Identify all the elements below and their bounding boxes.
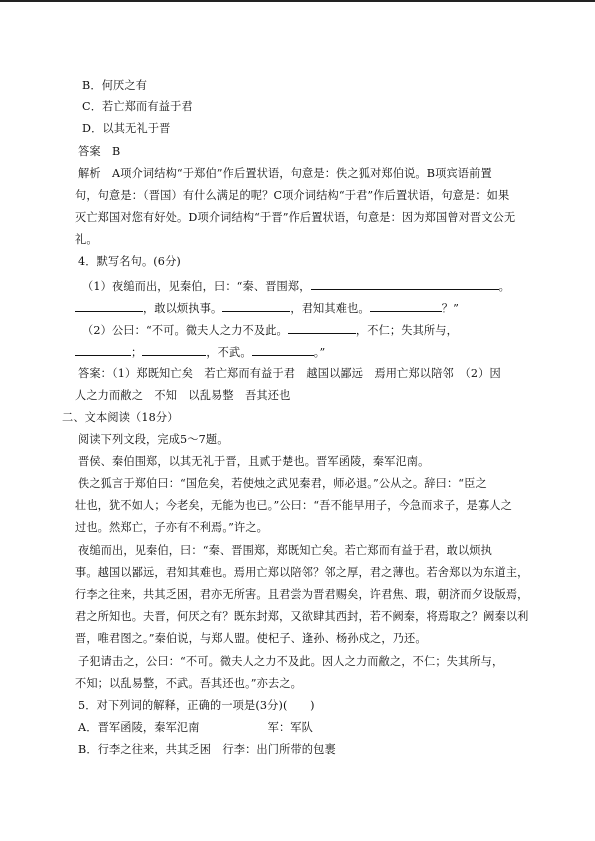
- blank-underline: [222, 300, 290, 312]
- passage-p3-line-1: 夜缒而出，见秦伯，曰：“秦、晋围郑，郑既知亡矣。若亡郑而有益于君，敢以烦执: [78, 544, 493, 557]
- answer-4-line-2: 人之力而敝之 不知 以乱易整 吾其还也: [75, 389, 291, 402]
- fill-line-3: [82, 322, 458, 338]
- analysis-line-1: 解析 A项介词结构“于郑伯”作后置状语，句意是：佚之狐对郑伯说。B项宾语前置: [78, 167, 492, 180]
- fill-line-2: [75, 300, 459, 316]
- passage-p2-line-1: 佚之狐言于郑伯曰：“国危矣，若使烛之武见秦君，师必退。”公从之。辞曰：“臣之: [78, 477, 487, 490]
- option-b: B．何厌之有: [82, 79, 148, 92]
- blank-underline: [75, 344, 131, 356]
- passage-p3-line-5: 晋，唯君图之。”秦伯说，与郑人盟。使杞子、逢孙、杨孙戍之，乃还。: [75, 632, 427, 645]
- fill-text: ，君知其难也。: [290, 302, 370, 315]
- fill-line-1: [82, 278, 510, 294]
- analysis-line-4: 礼。: [75, 233, 98, 246]
- question-5-option-b: B．行李之往来，共其乏困 行李：出门所带的包裹: [78, 743, 336, 756]
- passage-p3-line-2: 事。越国以鄙远，君知其难也。焉用亡郑以陪邻？邻之厚，君之薄也。若舍郑以为东道主，: [75, 566, 529, 579]
- fill-text: ，敢以烦执事。: [143, 302, 223, 315]
- option-d: D．以其无礼于晋: [82, 122, 171, 135]
- fill-text: ，不武。: [206, 346, 252, 359]
- option-c: C．若亡郑而有益于君: [82, 100, 193, 113]
- question-5-stem: 5．对下列词的解释，正确的一项是(3分)( ): [78, 699, 315, 712]
- section-heading: 二、文本阅读（18分）: [62, 411, 179, 424]
- question-4-title: 4．默写名句。(6分): [78, 255, 181, 268]
- passage-p2-line-2: 壮也，犹不如人；今老矣，无能为也已。”公曰：“吾不能早用子，今急而求子，是寡人之: [75, 499, 512, 512]
- blank-underline: [252, 344, 314, 356]
- passage-p4-line-2: 不知；以乱易整，不武。吾其还也。”亦去之。: [75, 677, 303, 690]
- passage-p1: 晋侯、秦伯围郑，以其无礼于晋，且贰于楚也。晋军函陵，秦军氾南。: [78, 455, 430, 468]
- fill-text: 。: [498, 280, 510, 293]
- fill-text: ；: [131, 346, 143, 359]
- option-gloss: 军：军队: [267, 721, 313, 734]
- blank-underline: [311, 278, 499, 290]
- analysis-line-2: 句，句意是：（晋国）有什么满足的呢？C项介词结构“于君”作后置状语，句意是：如果: [75, 189, 510, 202]
- passage-p3-line-4: 君之所知也。夫晋，何厌之有？既东封郑，又欲肆其西封，若不阙秦，将焉取之？阙秦以利: [75, 610, 529, 623]
- fill-text: ，不仁；失其所与，: [355, 324, 458, 337]
- analysis-line-3: 灭亡郑国对您有好处。D项介词结构“于晋”作后置状语，句意是：因为郑国曾对晋文公无: [75, 211, 516, 224]
- question-5-option-a: [78, 721, 313, 735]
- answer-4-line-1: 答案：（1）郑既知亡矣 若亡郑而有益于君 越国以鄙远 焉用亡郑以陪邻 （2）因: [78, 367, 501, 380]
- fill-line-4: [75, 344, 325, 360]
- fill-text: ？”: [441, 302, 459, 315]
- passage-p3-line-3: 行李之往来，共其乏困，君亦无所害。且君尝为晋君赐矣，许君焦、瑕，朝济而夕设版焉，: [75, 588, 529, 601]
- option-text: A．晋军函陵，秦军氾南: [78, 721, 200, 734]
- passage-p2-line-3: 过也。然郑亡，子亦有不利焉。”许之。: [75, 521, 269, 534]
- fill-text: 。”: [313, 346, 326, 359]
- blank-underline: [142, 344, 206, 356]
- passage-p4-line-1: 子犯请击之，公曰：“不可。微夫人之力不及此。因人之力而敝之，不仁；失其所与，: [78, 655, 504, 668]
- blank-underline: [288, 322, 356, 334]
- blank-underline: [75, 300, 143, 312]
- fill-text: （2）公曰：“不可。微夫人之力不及此。: [82, 324, 288, 337]
- reading-instruction: 阅读下列文段，完成5～7题。: [78, 433, 229, 446]
- answer-line: 答案 B: [78, 145, 121, 158]
- fill-text: （1）夜缒而出，见秦伯，曰：“秦、晋围郑，: [82, 280, 311, 293]
- blank-underline: [370, 300, 442, 312]
